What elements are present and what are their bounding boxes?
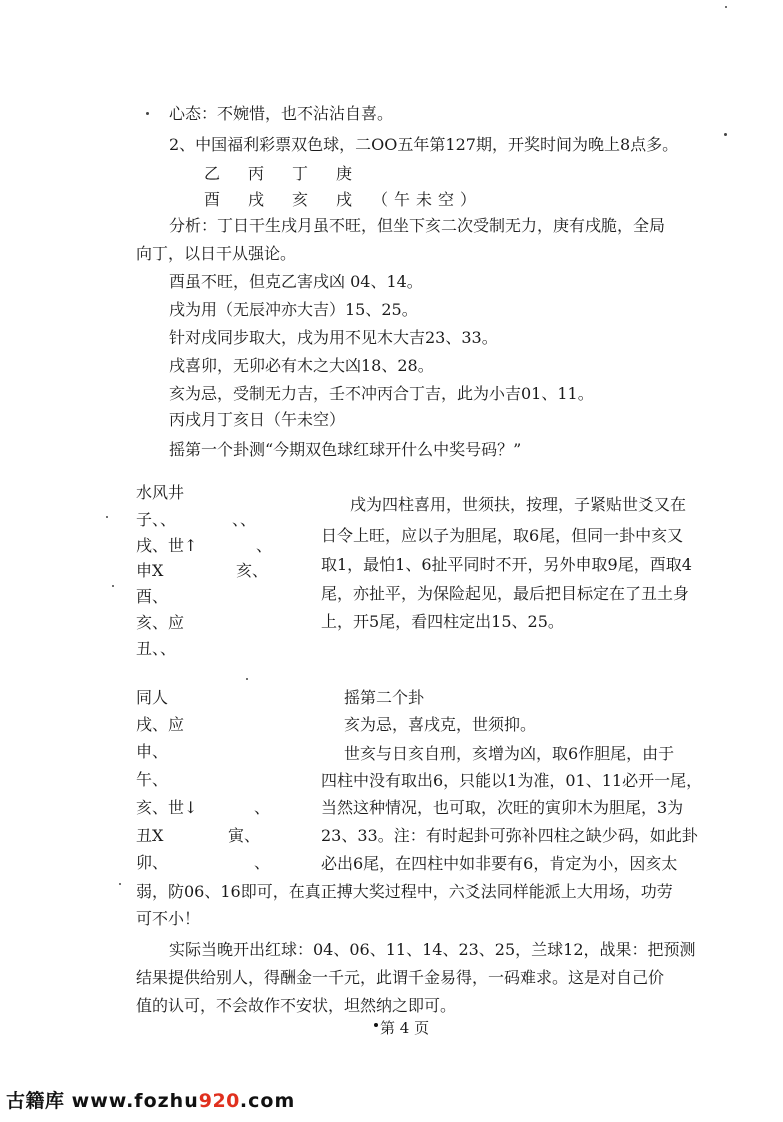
hexagram-1-line-3: 申X [136,561,164,580]
hexagram-2-line-3: 午、 [136,770,169,789]
hexagram-2-line-6: 卯、 [136,853,169,872]
hexagram-1-analysis-2: 日令上旺，应以子为胆尾，取6尾，但同一卦中亥又 [321,526,684,545]
hexagram-2-analysis-4: 当然这种情况，也可取，次旺的寅卯木为胆尾，3为 [321,798,684,817]
hexagram-2-line-5-change: 寅、 [228,826,261,845]
hexagram-1-analysis-5: 上，开5尾，看四柱定出15、25。 [321,612,564,631]
hexagram-1-line-4: 酉、 [136,587,169,606]
analysis-line-1: 分析：丁日干生戌月虽不旺，但坐下亥二次受制无力，庚有戌脆，全局 [169,216,666,235]
site-name-cn: 古籍库 [6,1090,65,1112]
month-day-line: 丙戌月丁亥日（午未空） [169,410,346,429]
hexagram-2-analysis-7: 弱，防06、16即可，在真正搏大奖过程中，六爻法同样能派上大用场，功劳 [136,882,673,901]
site-url-number: 920 [198,1090,240,1112]
hexagram-1-line-1-change: 、、 [232,510,257,529]
scan-speck [112,585,114,587]
analysis-line-3: 酉虽不旺，但克乙害戌凶 04、14。 [169,272,423,291]
result-line-3: 值的认可，不会故作不安状，坦然纳之即可。 [136,996,457,1015]
lottery-heading: 2、中国福利彩票双色球，二OO五年第127期，开奖时间为晚上8点多。 [169,135,679,154]
mindset-line: 心态：不婉惜，也不沾沾自喜。 [169,104,394,123]
scan-speck [106,516,108,518]
site-url-suffix: .com [239,1090,296,1112]
hexagram-2-line-2: 申、 [136,742,169,761]
scan-speck [724,133,727,136]
analysis-line-2: 向丁，以日干从强论。 [136,244,297,263]
hexagram-2-analysis-8: 可不小！ [136,909,201,928]
branches-row: 酉 戌 亥 戌 （午未空） [204,190,483,209]
hexagram-1-line-1: 子、、 [136,510,177,529]
first-hexagram-question: 摇第一个卦测“今期双色球红球开什么中奖号码？” [169,440,522,459]
hexagram-2-analysis-1: 亥为忌，喜戌克，世须抑。 [344,715,537,734]
hexagram-2-line-4-change: 、 [254,798,271,817]
hexagram-1-line-3-change: 亥、 [236,561,269,580]
analysis-line-6: 戌喜卯，无卯必有木之大凶18、28。 [169,356,434,375]
hexagram-2-title: 同人 [136,688,169,707]
hexagram-2-analysis-2: 世亥与日亥自刑，亥增为凶，取6作胆尾，由于 [344,744,675,763]
site-watermark [6,1086,295,1113]
hexagram-2-analysis-5: 23、33。注：有时起卦可弥补四柱之缺少码，如此卦 [321,826,698,845]
second-hexagram-heading: 摇第二个卦 [344,688,425,707]
hexagram-1-line-2: 戌、世↑ [136,536,198,555]
hexagram-2-line-6-change: 、 [254,853,271,872]
scan-speck [246,678,248,680]
stems-row: 乙 丙 丁 庚 [204,164,359,183]
hexagram-1-analysis-4: 尾，亦扯平，为保险起见，最后把目标定在了丑土身 [321,584,690,603]
site-url-prefix: www.fozhu [71,1090,199,1112]
scan-speck [119,883,121,885]
analysis-line-4: 戌为用（无辰冲亦大吉）15、25。 [169,300,418,319]
hexagram-1-analysis-1: 戌为四柱喜用，世须扶，按理，子紧贴世爻又在 [350,495,687,514]
hexagram-1-line-6: 丑、、 [136,639,177,658]
hexagram-1-title: 水风井 [136,483,185,502]
analysis-line-7: 亥为忌，受制无力吉，壬不冲丙合丁吉，此为小吉01、11。 [169,384,594,403]
result-line-2: 结果提供给别人，得酬金一千元，此谓千金易得，一码难求。这是对自己价 [136,968,665,987]
hexagram-1-analysis-3: 取1，最怕1、6扯平同时不开，另外申取9尾，酉取4 [321,555,692,574]
hexagram-2-line-1: 戌、应 [136,715,185,734]
hexagram-2-analysis-3: 四柱中没有取出6，只能以1为准，01、11必开一尾， [321,771,703,790]
page-number: 第 4 页 [380,1019,430,1037]
hexagram-2-analysis-6: 必出6尾，在四柱中如非要有6，肯定为小，因亥太 [321,854,678,873]
scan-speck [146,112,149,115]
hexagram-2-line-4: 亥、世↓ [136,798,198,817]
hexagram-2-line-5: 丑X [136,826,164,845]
hexagram-1-line-2-change: 、 [256,536,273,555]
hexagram-1-line-5: 亥、应 [136,613,185,632]
analysis-line-5: 针对戌同步取大，戌为用不见木大吉23、33。 [169,328,498,347]
result-line-1: 实际当晚开出红球：04、06、11、14、23、25，兰球12，战果：把预测 [169,940,696,959]
page-dot [374,1023,378,1027]
scan-speck [725,6,727,8]
